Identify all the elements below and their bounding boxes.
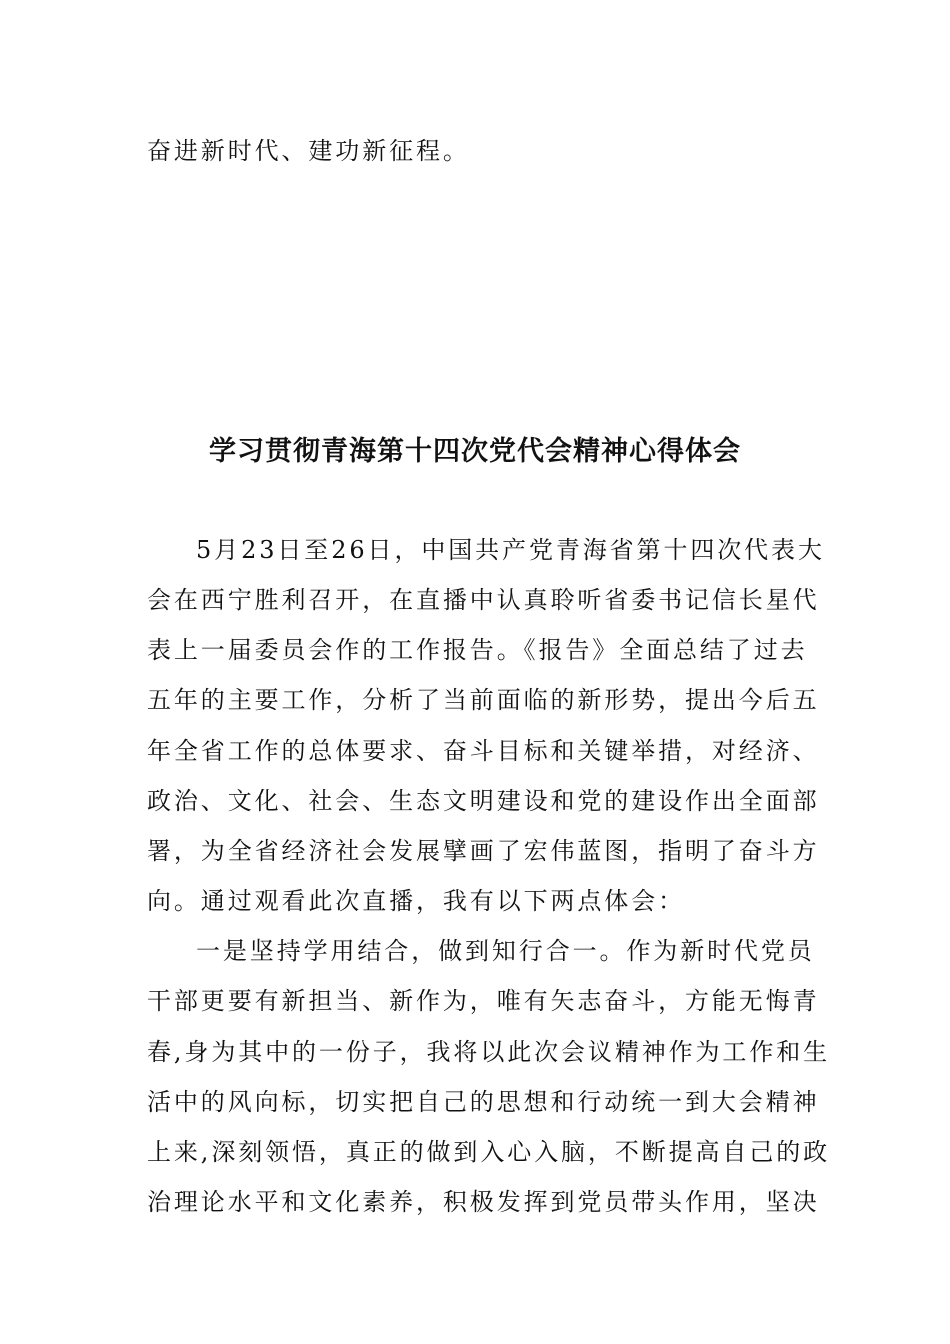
article-title: 学习贯彻青海第十四次党代会精神心得体会 [209,436,741,467]
paragraph-line: 5月23日至26日，中国共产党青海省第十四次代表大 [196,536,825,564]
paragraph-line: 政治、文化、社会、生态文明建设和党的建设作出全面部 [147,787,820,815]
paragraph-line: 干部更要有新担当、新作为，唯有矢志奋斗，方能无悔青 [147,987,820,1015]
paragraph-line: 署，为全省经济社会发展擘画了宏伟蓝图，指明了奋斗方 [147,837,820,865]
paragraph-line: 五年的主要工作，分析了当前面临的新形势，提出今后五 [147,686,820,714]
paragraph-line: 向。通过观看此次直播，我有以下两点体会： [147,887,685,915]
paragraph-line: 一是坚持学用结合，做到知行合一。作为新时代党员 [196,937,815,965]
paragraph-line: 上来,深刻领悟，真正的做到入心入脑，不断提高自己的政 [147,1138,831,1166]
paragraph-line: 治理论水平和文化素养，积极发挥到党员带头作用，坚决 [147,1188,820,1216]
paragraph-line: 会在西宁胜利召开，在直播中认真聆听省委书记信长星代 [147,586,820,614]
paragraph-line: 活中的风向标，切实把自己的思想和行动统一到大会精神 [147,1088,820,1116]
paragraph-line: 年全省工作的总体要求、奋斗目标和关键举措，对经济、 [147,737,820,765]
paragraph-line: 春,身为其中的一份子，我将以此次会议精神作为工作和生 [147,1038,831,1066]
paragraph-line: 表上一届委员会作的工作报告。《报告》全面总结了过去 [147,636,808,664]
continued-paragraph-fragment: 奋进新时代、建功新征程。 [147,137,470,165]
